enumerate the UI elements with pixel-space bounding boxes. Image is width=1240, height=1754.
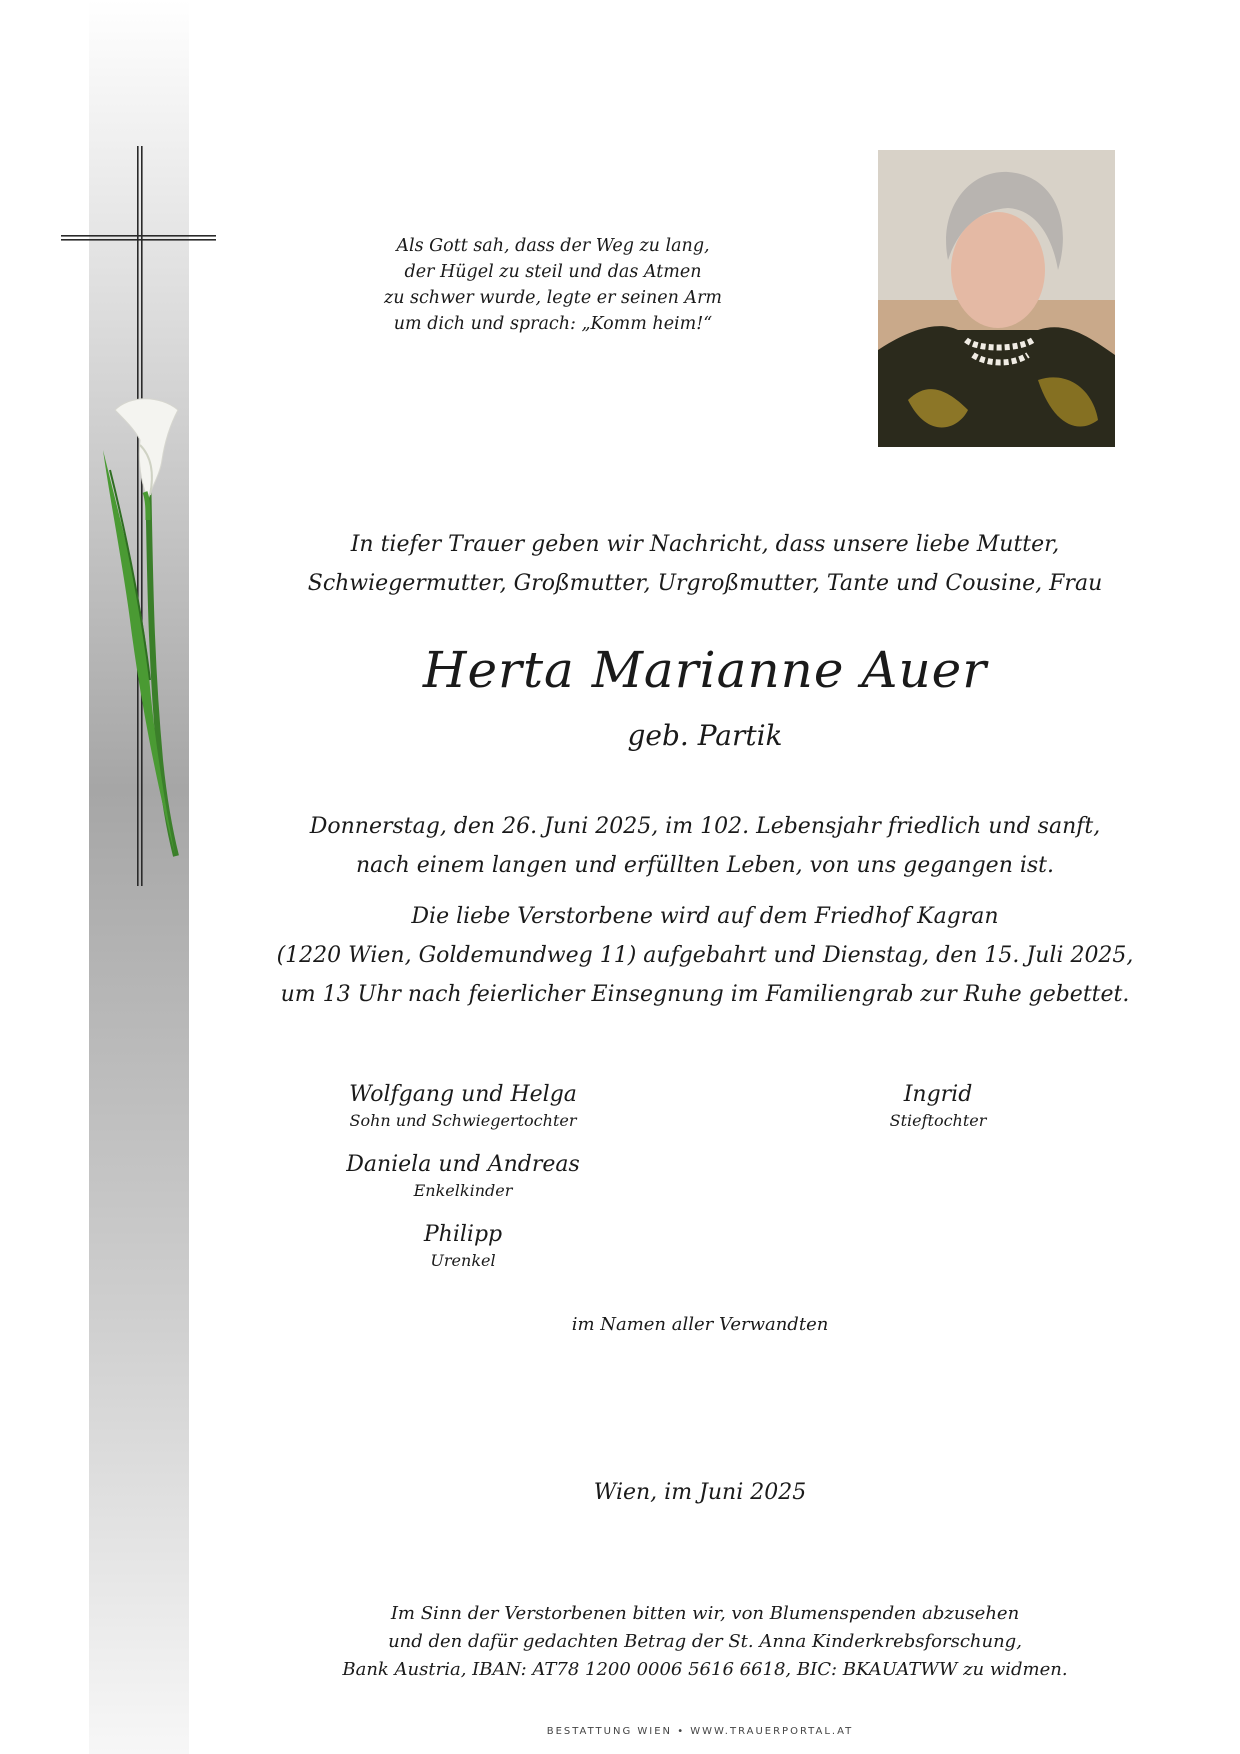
- portrait-photo: [878, 150, 1115, 447]
- verse-line: der Hügel zu steil und das Atmen: [404, 262, 702, 282]
- passing-text: [230, 807, 1180, 885]
- side-gradient-band: [89, 0, 189, 1754]
- donation-line: Bank Austria, IBAN: AT78 1200 0006 5616 6618, BIC: BKAUATWW zu widmen.: [342, 1659, 1068, 1680]
- verse-line: um dich und sprach: „Komm heim!“: [393, 314, 713, 334]
- mourner-entry: [283, 1080, 643, 1132]
- mourner-name: Ingrid: [903, 1082, 973, 1107]
- funeral-line: um 13 Uhr nach feierlicher Einsegnung im Familiengrab zur Ruhe gebettet.: [280, 982, 1130, 1007]
- mourner-name: Wolfgang und Helga: [349, 1082, 577, 1107]
- funeral-line: (1220 Wien, Goldemundweg 11) aufgebahrt und Dienstag, den 15. Juli 2025,: [276, 943, 1134, 968]
- donation-line: und den dafür gedachten Betrag der St. Anna Kinderkrebsforschung,: [388, 1631, 1022, 1652]
- mourner-relation: Enkelkinder: [413, 1181, 513, 1200]
- mourner-entry: [283, 1220, 643, 1272]
- verse-line: Als Gott sah, dass der Weg zu lang,: [396, 236, 710, 256]
- mourner-relation: Urenkel: [430, 1251, 496, 1270]
- passing-line: Donnerstag, den 26. Juni 2025, im 102. Lebensjahr friedlich und sanft,: [309, 814, 1101, 839]
- maiden-name: geb. Partik: [627, 719, 783, 752]
- verse: [353, 233, 753, 337]
- footer-credit: BESTATTUNG WIEN • WWW.TRAUERPORTAL.AT: [546, 1726, 854, 1737]
- donation-request: [230, 1600, 1180, 1684]
- funeral-details: [230, 897, 1180, 1014]
- mourner-entry: [758, 1080, 1118, 1132]
- deceased-name: Herta Marianne Auer: [422, 641, 988, 699]
- mourner-name: Philipp: [423, 1222, 503, 1247]
- mourner-name: Daniela und Andreas: [346, 1152, 580, 1177]
- mourner-entry: [283, 1150, 643, 1202]
- funeral-line: Die liebe Verstorbene wird auf dem Friedhof Kagran: [411, 904, 999, 929]
- intro-line: In tiefer Trauer geben wir Nachricht, dass unsere liebe Mutter,: [350, 532, 1060, 557]
- mourner-relation: Stieftochter: [889, 1111, 987, 1130]
- intro-line: Schwiegermutter, Großmutter, Urgroßmutter, Tante und Cousine, Frau: [307, 571, 1103, 596]
- on-behalf-text: im Namen aller Verwandten: [571, 1314, 829, 1335]
- mourner-relation: Sohn und Schwiegertochter: [349, 1111, 577, 1130]
- passing-line: nach einem langen und erfüllten Leben, von uns gegangen ist.: [355, 853, 1055, 878]
- donation-line: Im Sinn der Verstorbenen bitten wir, von Blumenspenden abzusehen: [390, 1603, 1020, 1624]
- announcement-intro: [230, 525, 1180, 603]
- place-date: Wien, im Juni 2025: [593, 1480, 807, 1505]
- verse-line: zu schwer wurde, legte er seinen Arm: [383, 288, 723, 308]
